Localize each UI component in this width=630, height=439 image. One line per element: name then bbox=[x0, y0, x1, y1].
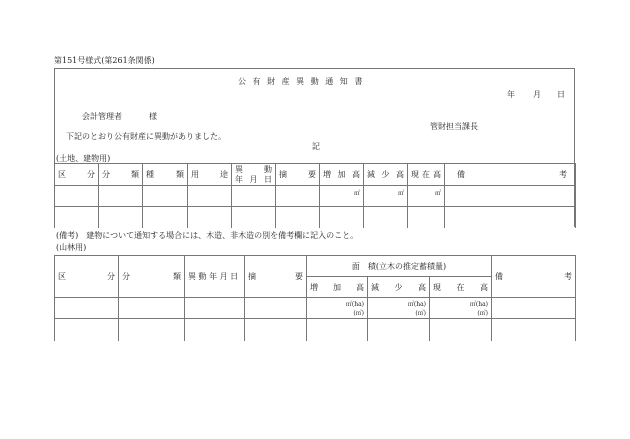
fh-tekiyo2: 要 bbox=[295, 272, 303, 281]
fh-inc1: 増 bbox=[310, 282, 318, 292]
forest-table bbox=[54, 255, 576, 341]
fh-biko2: 考 bbox=[564, 272, 572, 281]
h-ido2: 動 bbox=[264, 164, 272, 174]
h-bunrui2: 類 bbox=[131, 170, 139, 179]
form-id: 第151号様式(第261条関係) bbox=[54, 56, 155, 65]
table-row bbox=[55, 207, 576, 228]
unit-dec-1: ㎡(ha) bbox=[407, 301, 426, 308]
table-row bbox=[55, 186, 576, 207]
h-yoto2: 途 bbox=[220, 170, 228, 179]
fh-dec1: 減 bbox=[371, 282, 379, 292]
h-inc2: 加 bbox=[337, 170, 346, 179]
h-dec1: 減 bbox=[367, 170, 375, 179]
h-kubun: 区 bbox=[58, 170, 66, 179]
unit-dec: ㎡ bbox=[364, 186, 408, 207]
fh-inc3: 高 bbox=[356, 282, 364, 292]
h-kubun2: 分 bbox=[87, 170, 95, 179]
fh-dec2: 少 bbox=[394, 282, 403, 292]
h-inc3: 高 bbox=[352, 170, 360, 179]
h-ido: 異 bbox=[235, 164, 243, 174]
fh-area: 面 積(立木の推定蓄積量) bbox=[307, 256, 492, 277]
header-row bbox=[55, 164, 576, 186]
h-biko: 備 bbox=[457, 170, 465, 179]
fh-ido-date: 異 動 年 月 日 bbox=[188, 272, 239, 281]
unit-inc-2: (㎥) bbox=[353, 310, 364, 317]
date-day: 日 bbox=[557, 90, 565, 99]
unit-inc-1: ㎡(ha) bbox=[345, 301, 364, 308]
forest-caption: (山林用) bbox=[56, 243, 87, 252]
fh-cur2: 在 bbox=[456, 282, 465, 292]
unit-cur: ㎡ bbox=[408, 186, 445, 207]
unit-cur-1: ㎡(ha) bbox=[469, 301, 488, 308]
record-mark: 記 bbox=[312, 142, 320, 151]
unit-cur-2: (㎥) bbox=[477, 310, 488, 317]
h-shurui2: 類 bbox=[176, 170, 184, 179]
header-row bbox=[55, 256, 576, 277]
fh-bunrui2: 類 bbox=[173, 272, 181, 281]
fh-biko: 備 bbox=[495, 272, 503, 281]
h-dec3: 高 bbox=[396, 170, 404, 179]
fh-tekiyo: 摘 bbox=[248, 272, 256, 281]
addressee-name: 会計管理者 bbox=[82, 112, 122, 121]
fh-dec3: 高 bbox=[418, 282, 426, 292]
sender: 管財担当課長 bbox=[430, 122, 478, 131]
table-row bbox=[55, 298, 576, 319]
h-biko2: 考 bbox=[559, 170, 567, 179]
fh-kubun: 区 bbox=[58, 272, 66, 281]
h-inc1: 増 bbox=[323, 170, 331, 179]
table-row bbox=[55, 319, 576, 341]
h-dec2: 少 bbox=[381, 170, 390, 179]
h-yoto: 用 bbox=[191, 170, 199, 179]
date-month: 月 bbox=[533, 90, 541, 99]
fh-cur1: 現 bbox=[433, 282, 441, 292]
h-tekiyo: 摘 bbox=[279, 170, 287, 179]
note: (備考) 建物について通知する場合には、木造、非木造の別を備考欄に記入のこと。 bbox=[56, 231, 359, 240]
unit-dec-2: (㎥) bbox=[415, 310, 426, 317]
h-day: 日 bbox=[264, 174, 272, 184]
h-cur3: 高 bbox=[433, 170, 441, 179]
h-month: 月 bbox=[249, 174, 258, 184]
fh-kubun2: 分 bbox=[107, 272, 115, 281]
fh-cur3: 高 bbox=[480, 282, 488, 292]
h-bunrui: 分 bbox=[102, 170, 110, 179]
land-building-table bbox=[54, 163, 576, 228]
fh-inc2: 加 bbox=[333, 282, 341, 292]
h-cur1: 現 bbox=[411, 170, 419, 179]
addressee-honorific: 様 bbox=[149, 112, 157, 121]
land-building-caption: (土地、建物用) bbox=[56, 154, 111, 163]
h-cur2: 在 bbox=[422, 170, 430, 179]
h-tekiyo2: 要 bbox=[308, 170, 316, 179]
date-year: 年 bbox=[507, 90, 515, 99]
page-title: 公 有 財 産 異 動 通 知 書 bbox=[238, 77, 365, 86]
h-shurui: 種 bbox=[146, 170, 154, 179]
h-year: 年 bbox=[235, 174, 243, 184]
fh-bunrui: 分 bbox=[122, 272, 130, 281]
statement: 下記のとおり公有財産に異動がありました。 bbox=[66, 132, 226, 141]
unit-inc: ㎡ bbox=[320, 186, 364, 207]
